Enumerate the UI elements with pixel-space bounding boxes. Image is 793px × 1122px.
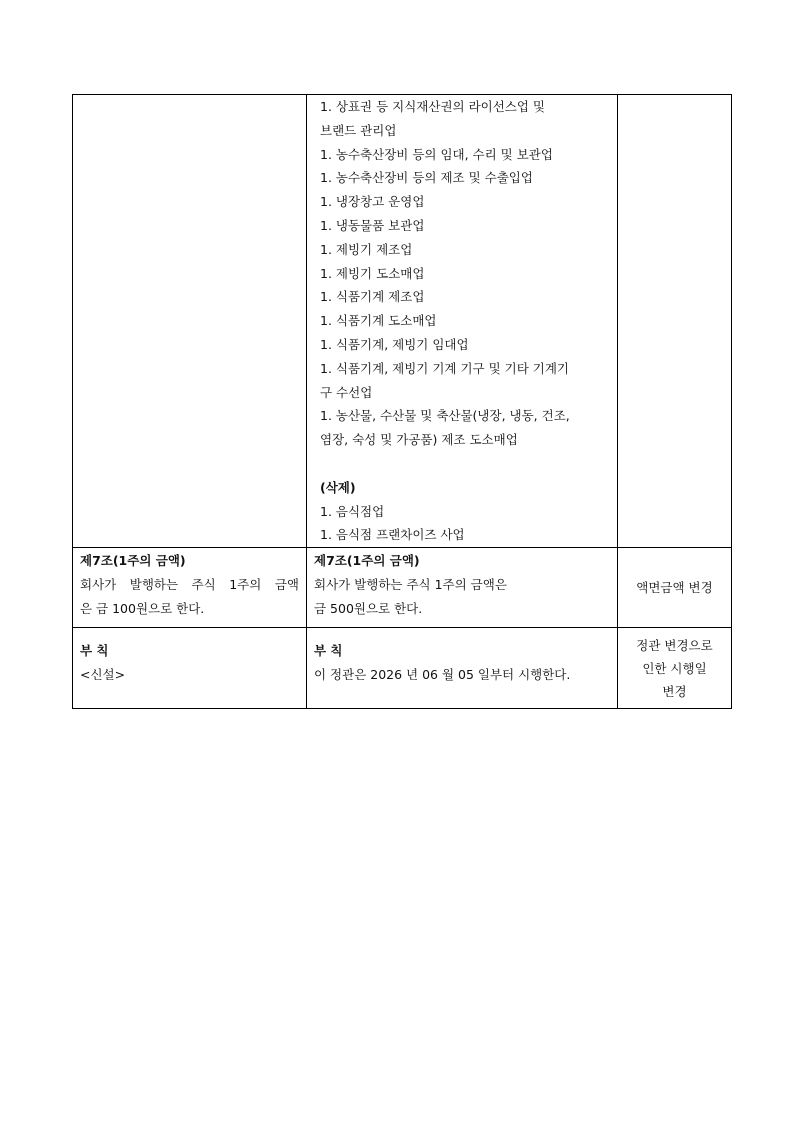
business-purpose-line: 1. 제빙기 도소매업 <box>320 265 425 281</box>
after-cell-article-7 <box>307 548 618 628</box>
supplementary-text-after: 이 정관은 2026 년 06 월 05 일부터 시행한다. <box>314 666 571 682</box>
after-cell-business-purposes <box>307 95 618 548</box>
business-purpose-line: 1. 제빙기 제조업 <box>320 241 413 257</box>
article-7-note: 액면금액 변경 <box>636 580 713 596</box>
supplementary-note-line: 인한 시행일 <box>642 660 707 676</box>
business-purpose-line: 1. 식품기계, 제빙기 임대업 <box>320 336 469 352</box>
note-cell-article-7 <box>618 548 732 628</box>
business-purpose-line: 1. 식품기계 도소매업 <box>320 313 437 329</box>
before-cell-supplementary <box>73 628 307 709</box>
business-purpose-line: 브랜드 관리업 <box>320 122 397 138</box>
table-row-business-purposes <box>73 95 732 548</box>
article-7-text-before-line2: 은 금 100원으로 한다. <box>80 600 205 616</box>
article-7-title-after: 제7조(1주의 금액) <box>314 553 420 569</box>
before-cell-empty <box>73 95 307 548</box>
business-purpose-line: 1. 식품기계, 제빙기 기계 기구 및 기타 기계기 <box>320 360 569 376</box>
supplementary-note-line: 정관 변경으로 <box>636 637 713 653</box>
business-purpose-line: 1. 농수축산장비 등의 제조 및 수출입업 <box>320 170 533 186</box>
deleted-purpose-line: 1. 음식점업 <box>320 503 385 519</box>
deleted-purpose-line: 1. 음식점 프랜차이즈 사업 <box>320 527 465 543</box>
spacer <box>307 452 617 476</box>
supplementary-text-before: <신설> <box>80 666 126 682</box>
article-7-text-after-line2: 금 500원으로 한다. <box>314 600 423 616</box>
supplementary-title-before: 부 칙 <box>80 643 109 659</box>
supplementary-note-line: 변경 <box>662 683 687 699</box>
business-purpose-line: 1. 농수축산장비 등의 임대, 수리 및 보관업 <box>320 146 553 162</box>
business-purpose-line: 1. 식품기계 제조업 <box>320 289 425 305</box>
business-purpose-line: 1. 상표권 등 지식재산권의 라이선스업 및 <box>320 99 545 114</box>
after-cell-supplementary <box>307 628 618 709</box>
business-purpose-line: 구 수선업 <box>320 384 373 400</box>
table-row-supplementary <box>73 628 732 709</box>
business-purpose-line: 1. 농산물, 수산물 및 축산물(냉장, 냉동, 건조, <box>320 408 570 424</box>
articles-amendment-table <box>72 94 732 709</box>
supplementary-title-after: 부 칙 <box>314 643 343 659</box>
business-purpose-line: 1. 냉동물품 보관업 <box>320 217 425 233</box>
article-7-text-before-line1: 회사가 발행하는 주식 1주의 금액 <box>80 576 299 592</box>
deleted-heading: (삭제) <box>320 479 356 495</box>
business-purpose-line: 염장, 숙성 및 가공품) 제조 도소매업 <box>320 432 518 448</box>
note-cell-supplementary <box>618 628 732 709</box>
article-7-text-after-line1: 회사가 발행하는 주식 1주의 금액은 <box>314 576 507 592</box>
before-cell-article-7 <box>73 548 307 628</box>
note-cell-empty <box>618 95 732 548</box>
business-purpose-line: 1. 냉장창고 운영업 <box>320 194 425 210</box>
article-7-title-before: 제7조(1주의 금액) <box>80 553 186 569</box>
table-row-article-7 <box>73 548 732 628</box>
